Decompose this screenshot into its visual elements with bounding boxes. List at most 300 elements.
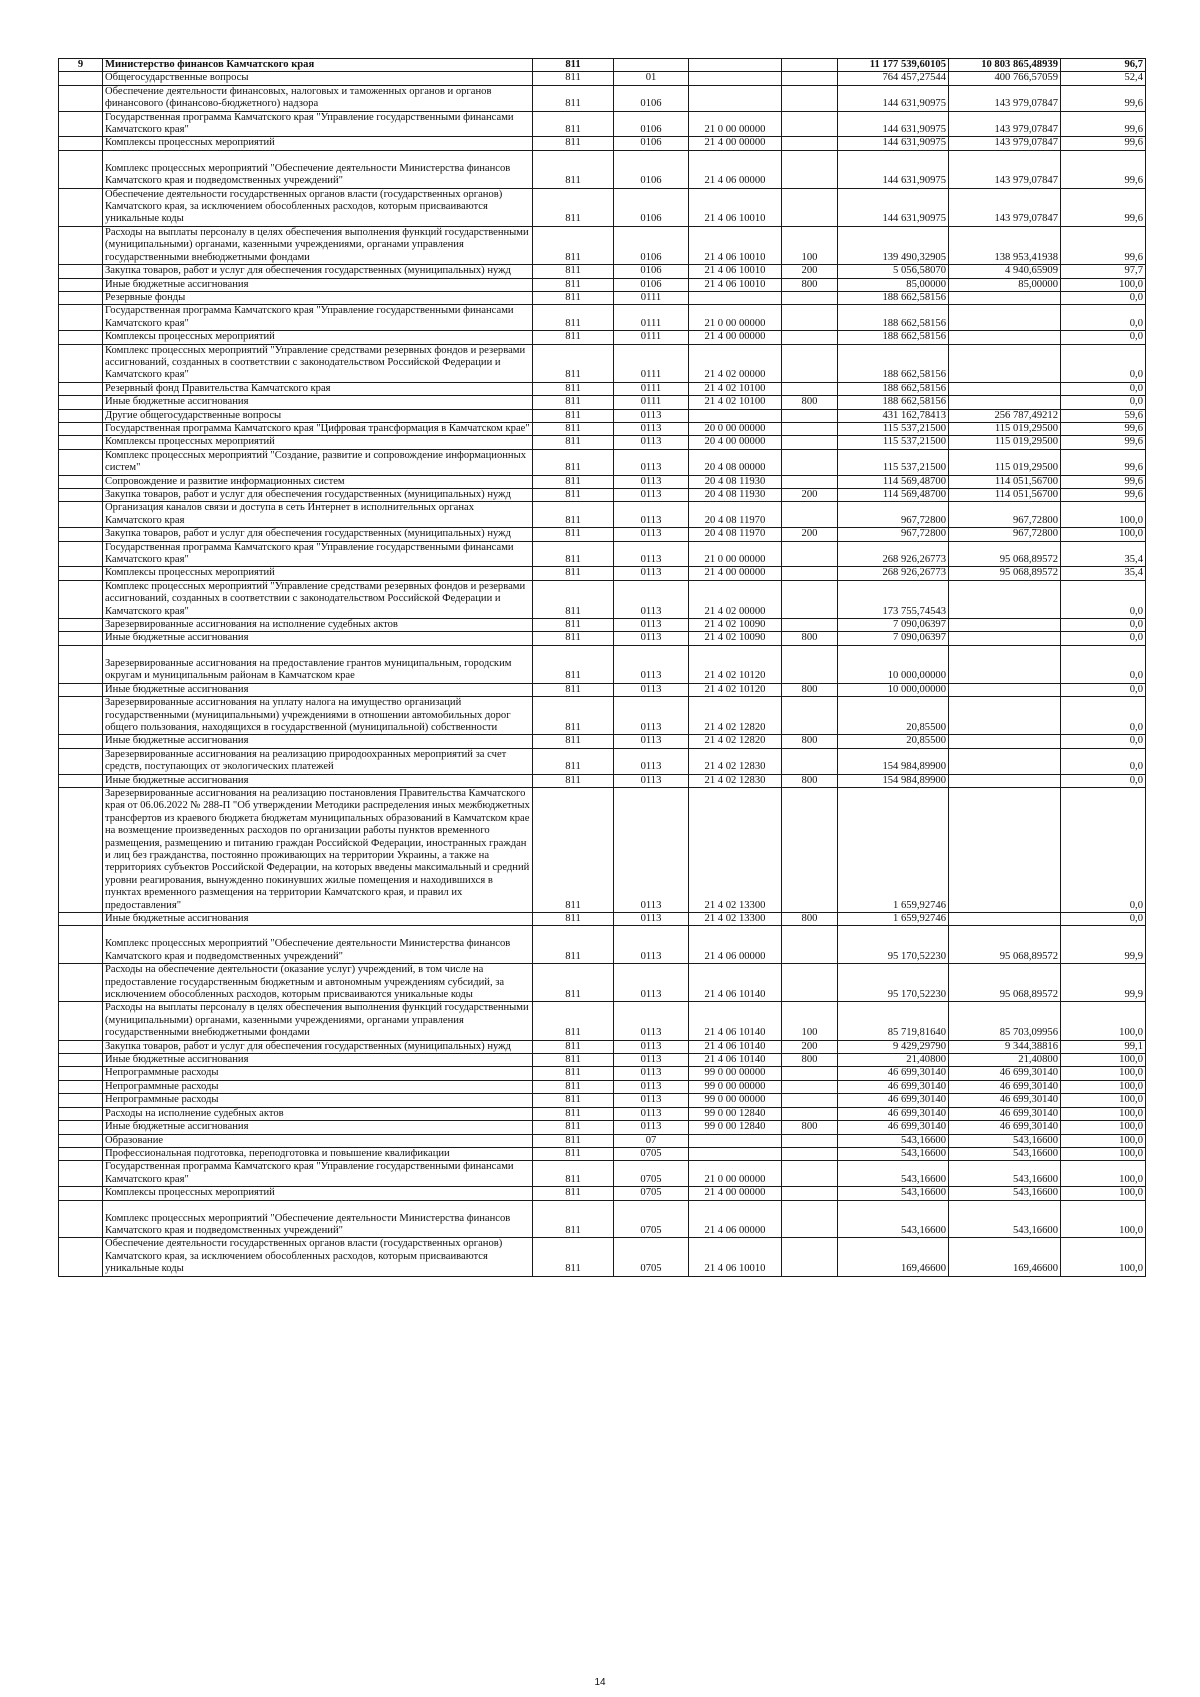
section-code-cell: 0113 xyxy=(614,683,689,696)
admin-code-cell: 811 xyxy=(533,1067,614,1080)
table-row xyxy=(59,305,1146,331)
execution-percent-cell: 0,0 xyxy=(1061,748,1146,774)
target-article-cell: 21 4 02 12820 xyxy=(689,697,782,735)
expense-type-cell xyxy=(782,449,838,475)
section-code-cell: 0113 xyxy=(614,475,689,488)
planned-amount-cell: 144 631,90975 xyxy=(838,150,949,188)
expense-type-cell xyxy=(782,291,838,304)
admin-code-cell: 811 xyxy=(533,291,614,304)
table-row xyxy=(59,85,1146,111)
execution-percent-cell: 0,0 xyxy=(1061,683,1146,696)
row-number-cell xyxy=(59,265,103,278)
executed-amount-cell: 400 766,57059 xyxy=(949,72,1061,85)
execution-percent-cell: 99,1 xyxy=(1061,1040,1146,1053)
target-article-cell: 99 0 00 12840 xyxy=(689,1121,782,1134)
execution-percent-cell: 0,0 xyxy=(1061,787,1146,912)
execution-percent-cell: 52,4 xyxy=(1061,72,1146,85)
table-row xyxy=(59,1067,1146,1080)
execution-percent-cell: 0,0 xyxy=(1061,291,1146,304)
admin-code-cell: 811 xyxy=(533,344,614,382)
executed-amount-cell xyxy=(949,735,1061,748)
item-name-cell: Сопровождение и развитие информационных систем xyxy=(103,475,533,488)
planned-amount-cell: 115 537,21500 xyxy=(838,449,949,475)
section-code-cell: 0106 xyxy=(614,226,689,264)
section-code-cell: 0113 xyxy=(614,1080,689,1093)
admin-code-cell: 811 xyxy=(533,382,614,395)
execution-percent-cell: 100,0 xyxy=(1061,1080,1146,1093)
section-code-cell: 0106 xyxy=(614,150,689,188)
item-name-cell: Резервный фонд Правительства Камчатского края xyxy=(103,382,533,395)
table-row xyxy=(59,683,1146,696)
admin-code-cell: 811 xyxy=(533,1094,614,1107)
planned-amount-cell: 268 926,26773 xyxy=(838,567,949,580)
table-row xyxy=(59,475,1146,488)
expense-type-cell xyxy=(782,331,838,344)
expense-type-cell xyxy=(782,150,838,188)
section-code-cell: 0113 xyxy=(614,619,689,632)
target-article-cell: 21 4 02 00000 xyxy=(689,344,782,382)
expense-type-cell: 800 xyxy=(782,774,838,787)
item-name-cell: Иные бюджетные ассигнования xyxy=(103,632,533,645)
section-code-cell: 0113 xyxy=(614,489,689,502)
target-article-cell: 21 4 02 12820 xyxy=(689,735,782,748)
target-article-cell: 21 4 02 10090 xyxy=(689,632,782,645)
section-code-cell: 0113 xyxy=(614,1094,689,1107)
table-row xyxy=(59,502,1146,528)
section-code-cell: 0106 xyxy=(614,188,689,226)
admin-code-cell: 811 xyxy=(533,1187,614,1200)
planned-amount-cell: 114 569,48700 xyxy=(838,489,949,502)
item-name-cell: Государственная программа Камчатского края "Цифровая трансформация в Камчатском крае" xyxy=(103,422,533,435)
row-number-cell xyxy=(59,697,103,735)
expense-type-cell xyxy=(782,59,838,72)
admin-code-cell: 811 xyxy=(533,645,614,683)
expense-type-cell: 100 xyxy=(782,1002,838,1040)
admin-code-cell: 811 xyxy=(533,475,614,488)
item-name-cell: Непрограммные расходы xyxy=(103,1067,533,1080)
item-name-cell: Комплекс процессных мероприятий "Обеспечение деятельности Министерства финансов Камчатского края и подведомственных учреждений" xyxy=(103,926,533,964)
executed-amount-cell xyxy=(949,774,1061,787)
target-article-cell: 21 4 00 00000 xyxy=(689,137,782,150)
target-article-cell: 21 4 06 10010 xyxy=(689,278,782,291)
section-code-cell: 07 xyxy=(614,1134,689,1147)
expense-type-cell: 200 xyxy=(782,265,838,278)
table-row xyxy=(59,926,1146,964)
section-code-cell: 0113 xyxy=(614,774,689,787)
table-row xyxy=(59,1147,1146,1160)
item-name-cell: Закупка товаров, работ и услуг для обеспечения государственных (муниципальных) нужд xyxy=(103,528,533,541)
table-row xyxy=(59,1040,1146,1053)
item-name-cell: Закупка товаров, работ и услуг для обеспечения государственных (муниципальных) нужд xyxy=(103,1040,533,1053)
expense-type-cell: 100 xyxy=(782,226,838,264)
section-code-cell: 0111 xyxy=(614,344,689,382)
planned-amount-cell: 188 662,58156 xyxy=(838,382,949,395)
executed-amount-cell: 138 953,41938 xyxy=(949,226,1061,264)
execution-percent-cell: 100,0 xyxy=(1061,1121,1146,1134)
planned-amount-cell: 144 631,90975 xyxy=(838,85,949,111)
target-article-cell: 21 4 06 10140 xyxy=(689,1054,782,1067)
table-row xyxy=(59,913,1146,926)
target-article-cell: 21 4 00 00000 xyxy=(689,331,782,344)
item-name-cell: Зарезервированные ассигнования на уплату налога на имущество организаций государственными (муниципальными) учреждениями в отношении автомобильных дорог общего пользования, находящихся в государственной (муниципальной) собственности xyxy=(103,697,533,735)
target-article-cell: 20 4 08 11970 xyxy=(689,502,782,528)
executed-amount-cell xyxy=(949,291,1061,304)
planned-amount-cell: 7 090,06397 xyxy=(838,632,949,645)
item-name-cell: Зарезервированные ассигнования на реализацию постановления Правительства Камчатского края от 06.06.2022 № 288-П "Об утверждении Методики распределения иных межбюджетных трансфертов из краевого бюджета бюджетам муниципальных образований в Камчатском крае на возмещение произведенных расходов по организации работы пунктов временного размещения, размещению и питанию граждан Российской Федерации, иностранных граждан и лиц без гражданства, постоянно проживающих на территории Украины, а также на территориях субъектов Российской Федерации, на которых введены максимальный и средний уровни реагирования, вынужденно покинувших жилые помещения и находившихся в пунктах временного размещения на территории Камчатского края, и правил их предоставления" xyxy=(103,787,533,912)
planned-amount-cell: 543,16600 xyxy=(838,1187,949,1200)
expense-type-cell xyxy=(782,72,838,85)
item-name-cell: Комплексы процессных мероприятий xyxy=(103,137,533,150)
admin-code-cell: 811 xyxy=(533,683,614,696)
execution-percent-cell: 99,6 xyxy=(1061,475,1146,488)
executed-amount-cell: 9 344,38816 xyxy=(949,1040,1061,1053)
execution-percent-cell: 99,6 xyxy=(1061,137,1146,150)
execution-percent-cell: 0,0 xyxy=(1061,645,1146,683)
execution-percent-cell: 99,6 xyxy=(1061,422,1146,435)
item-name-cell: Иные бюджетные ассигнования xyxy=(103,278,533,291)
admin-code-cell: 811 xyxy=(533,1054,614,1067)
row-number-cell xyxy=(59,1080,103,1093)
target-article-cell: 20 4 08 11930 xyxy=(689,489,782,502)
table-row xyxy=(59,541,1146,567)
planned-amount-cell: 20,85500 xyxy=(838,735,949,748)
execution-percent-cell: 99,6 xyxy=(1061,150,1146,188)
planned-amount-cell: 967,72800 xyxy=(838,502,949,528)
table-row xyxy=(59,1134,1146,1147)
section-code-cell: 0113 xyxy=(614,645,689,683)
admin-code-cell: 811 xyxy=(533,305,614,331)
target-article-cell: 21 4 06 10140 xyxy=(689,964,782,1002)
section-code-cell: 0113 xyxy=(614,436,689,449)
item-name-cell: Государственная программа Камчатского края "Управление государственными финансами Камчатского края" xyxy=(103,541,533,567)
executed-amount-cell: 967,72800 xyxy=(949,528,1061,541)
executed-amount-cell: 21,40800 xyxy=(949,1054,1061,1067)
execution-percent-cell: 99,9 xyxy=(1061,926,1146,964)
execution-percent-cell: 99,6 xyxy=(1061,449,1146,475)
planned-amount-cell: 95 170,52230 xyxy=(838,926,949,964)
execution-percent-cell: 0,0 xyxy=(1061,382,1146,395)
section-code-cell: 0113 xyxy=(614,748,689,774)
target-article-cell: 21 0 00 00000 xyxy=(689,305,782,331)
table-row xyxy=(59,774,1146,787)
planned-amount-cell: 46 699,30140 xyxy=(838,1067,949,1080)
executed-amount-cell: 85 703,09956 xyxy=(949,1002,1061,1040)
expense-type-cell xyxy=(782,567,838,580)
target-article-cell: 21 4 06 10010 xyxy=(689,188,782,226)
target-article-cell: 21 4 02 00000 xyxy=(689,580,782,618)
expense-type-cell: 800 xyxy=(782,632,838,645)
execution-percent-cell: 99,6 xyxy=(1061,489,1146,502)
executed-amount-cell: 143 979,07847 xyxy=(949,85,1061,111)
expense-type-cell: 800 xyxy=(782,1054,838,1067)
row-number-cell xyxy=(59,1040,103,1053)
execution-percent-cell: 0,0 xyxy=(1061,632,1146,645)
admin-code-cell: 811 xyxy=(533,150,614,188)
expense-type-cell xyxy=(782,1067,838,1080)
target-article-cell: 21 4 00 00000 xyxy=(689,567,782,580)
table-row xyxy=(59,396,1146,409)
item-name-cell: Обеспечение деятельности финансовых, налоговых и таможенных органов и органов финансового (финансово-бюджетного) надзора xyxy=(103,85,533,111)
row-number-cell xyxy=(59,137,103,150)
planned-amount-cell: 188 662,58156 xyxy=(838,396,949,409)
execution-percent-cell: 99,6 xyxy=(1061,436,1146,449)
planned-amount-cell: 1 659,92746 xyxy=(838,787,949,912)
execution-percent-cell: 0,0 xyxy=(1061,913,1146,926)
target-article-cell xyxy=(689,59,782,72)
section-code-cell: 0113 xyxy=(614,422,689,435)
admin-code-cell: 811 xyxy=(533,1121,614,1134)
execution-percent-cell: 100,0 xyxy=(1061,1134,1146,1147)
row-number-cell: 9 xyxy=(59,59,103,72)
section-code-cell: 0113 xyxy=(614,913,689,926)
executed-amount-cell: 114 051,56700 xyxy=(949,489,1061,502)
admin-code-cell: 811 xyxy=(533,409,614,422)
table-row xyxy=(59,697,1146,735)
execution-percent-cell: 100,0 xyxy=(1061,1161,1146,1187)
table-row xyxy=(59,489,1146,502)
row-number-cell xyxy=(59,528,103,541)
item-name-cell: Комплекс процессных мероприятий "Обеспечение деятельности Министерства финансов Камчатского края и подведомственных учреждений" xyxy=(103,1200,533,1238)
admin-code-cell: 811 xyxy=(533,1107,614,1120)
table-row xyxy=(59,382,1146,395)
admin-code-cell: 811 xyxy=(533,1238,614,1276)
executed-amount-cell: 10 803 865,48939 xyxy=(949,59,1061,72)
table-row xyxy=(59,1200,1146,1238)
executed-amount-cell xyxy=(949,396,1061,409)
admin-code-cell: 811 xyxy=(533,580,614,618)
admin-code-cell: 811 xyxy=(533,278,614,291)
table-row xyxy=(59,226,1146,264)
expense-type-cell xyxy=(782,645,838,683)
section-code-cell: 0113 xyxy=(614,787,689,912)
table-row xyxy=(59,1107,1146,1120)
execution-percent-cell: 100,0 xyxy=(1061,1054,1146,1067)
target-article-cell: 21 4 06 10010 xyxy=(689,265,782,278)
section-code-cell: 0113 xyxy=(614,632,689,645)
expense-type-cell: 800 xyxy=(782,278,838,291)
admin-code-cell: 811 xyxy=(533,541,614,567)
item-name-cell: Резервные фонды xyxy=(103,291,533,304)
admin-code-cell: 811 xyxy=(533,619,614,632)
row-number-cell xyxy=(59,226,103,264)
section-code-cell: 0106 xyxy=(614,111,689,137)
expense-type-cell: 800 xyxy=(782,735,838,748)
row-number-cell xyxy=(59,1054,103,1067)
table-row xyxy=(59,278,1146,291)
row-number-cell xyxy=(59,188,103,226)
item-name-cell: Профессиональная подготовка, переподготовка и повышение квалификации xyxy=(103,1147,533,1160)
target-article-cell: 21 0 00 00000 xyxy=(689,1161,782,1187)
table-row xyxy=(59,1121,1146,1134)
item-name-cell: Комплекс процессных мероприятий "Создание, развитие и сопровождение информационных систем" xyxy=(103,449,533,475)
item-name-cell: Зарезервированные ассигнования на реализацию природоохранных мероприятий за счет средств, поступающих от экологических платежей xyxy=(103,748,533,774)
page-number: 14 xyxy=(594,1677,606,1688)
planned-amount-cell: 10 000,00000 xyxy=(838,683,949,696)
target-article-cell: 21 4 06 00000 xyxy=(689,150,782,188)
planned-amount-cell: 144 631,90975 xyxy=(838,188,949,226)
expense-type-cell xyxy=(782,1200,838,1238)
execution-percent-cell: 0,0 xyxy=(1061,344,1146,382)
executed-amount-cell xyxy=(949,787,1061,912)
executed-amount-cell: 114 051,56700 xyxy=(949,475,1061,488)
expense-type-cell xyxy=(782,580,838,618)
item-name-cell: Закупка товаров, работ и услуг для обеспечения государственных (муниципальных) нужд xyxy=(103,265,533,278)
planned-amount-cell: 431 162,78413 xyxy=(838,409,949,422)
table-row xyxy=(59,409,1146,422)
planned-amount-cell: 1 659,92746 xyxy=(838,913,949,926)
row-number-cell xyxy=(59,1067,103,1080)
target-article-cell: 21 4 02 10100 xyxy=(689,382,782,395)
expense-type-cell: 800 xyxy=(782,396,838,409)
target-article-cell: 20 4 08 11970 xyxy=(689,528,782,541)
admin-code-cell: 811 xyxy=(533,1040,614,1053)
execution-percent-cell: 96,7 xyxy=(1061,59,1146,72)
row-number-cell xyxy=(59,619,103,632)
planned-amount-cell: 543,16600 xyxy=(838,1134,949,1147)
executed-amount-cell: 46 699,30140 xyxy=(949,1067,1061,1080)
row-number-cell xyxy=(59,1094,103,1107)
execution-percent-cell: 100,0 xyxy=(1061,528,1146,541)
planned-amount-cell: 139 490,32905 xyxy=(838,226,949,264)
planned-amount-cell: 543,16600 xyxy=(838,1200,949,1238)
admin-code-cell: 811 xyxy=(533,111,614,137)
executed-amount-cell: 85,00000 xyxy=(949,278,1061,291)
executed-amount-cell: 256 787,49212 xyxy=(949,409,1061,422)
target-article-cell: 21 4 02 10100 xyxy=(689,396,782,409)
table-row xyxy=(59,1054,1146,1067)
row-number-cell xyxy=(59,735,103,748)
planned-amount-cell: 169,46600 xyxy=(838,1238,949,1276)
target-article-cell: 21 4 02 12830 xyxy=(689,774,782,787)
expense-type-cell xyxy=(782,188,838,226)
execution-percent-cell: 59,6 xyxy=(1061,409,1146,422)
section-code-cell: 0111 xyxy=(614,291,689,304)
execution-percent-cell: 100,0 xyxy=(1061,1200,1146,1238)
row-number-cell xyxy=(59,382,103,395)
row-number-cell xyxy=(59,409,103,422)
admin-code-cell: 811 xyxy=(533,502,614,528)
expense-type-cell: 200 xyxy=(782,489,838,502)
row-number-cell xyxy=(59,436,103,449)
target-article-cell: 21 0 00 00000 xyxy=(689,111,782,137)
admin-code-cell: 811 xyxy=(533,567,614,580)
executed-amount-cell: 143 979,07847 xyxy=(949,188,1061,226)
table-row xyxy=(59,331,1146,344)
execution-percent-cell: 99,6 xyxy=(1061,188,1146,226)
section-code-cell: 0111 xyxy=(614,382,689,395)
executed-amount-cell: 46 699,30140 xyxy=(949,1094,1061,1107)
target-article-cell: 21 4 02 13300 xyxy=(689,787,782,912)
section-code-cell: 0113 xyxy=(614,567,689,580)
planned-amount-cell: 154 984,89900 xyxy=(838,774,949,787)
admin-code-cell: 811 xyxy=(533,1080,614,1093)
row-number-cell xyxy=(59,1161,103,1187)
executed-amount-cell: 143 979,07847 xyxy=(949,150,1061,188)
section-code-cell: 0705 xyxy=(614,1187,689,1200)
row-number-cell xyxy=(59,85,103,111)
execution-percent-cell: 35,4 xyxy=(1061,541,1146,567)
row-number-cell xyxy=(59,1134,103,1147)
table-row xyxy=(59,72,1146,85)
admin-code-cell: 811 xyxy=(533,137,614,150)
section-code-cell xyxy=(614,59,689,72)
admin-code-cell: 811 xyxy=(533,774,614,787)
row-number-cell xyxy=(59,645,103,683)
table-row xyxy=(59,1002,1146,1040)
row-number-cell xyxy=(59,632,103,645)
table-row xyxy=(59,59,1146,72)
section-code-cell: 0113 xyxy=(614,1002,689,1040)
executed-amount-cell xyxy=(949,913,1061,926)
expense-type-cell: 200 xyxy=(782,1040,838,1053)
execution-percent-cell: 100,0 xyxy=(1061,1094,1146,1107)
expense-type-cell xyxy=(782,1134,838,1147)
section-code-cell: 0113 xyxy=(614,1054,689,1067)
admin-code-cell: 811 xyxy=(533,436,614,449)
execution-percent-cell: 100,0 xyxy=(1061,1238,1146,1276)
planned-amount-cell: 95 170,52230 xyxy=(838,964,949,1002)
table-row xyxy=(59,964,1146,1002)
expense-type-cell xyxy=(782,344,838,382)
expense-type-cell xyxy=(782,1238,838,1276)
budget-execution-table xyxy=(58,58,1146,1277)
executed-amount-cell: 543,16600 xyxy=(949,1134,1061,1147)
target-article-cell xyxy=(689,1147,782,1160)
table-row xyxy=(59,632,1146,645)
expense-type-cell: 800 xyxy=(782,683,838,696)
section-code-cell: 0705 xyxy=(614,1238,689,1276)
target-article-cell: 20 0 00 00000 xyxy=(689,422,782,435)
expense-type-cell xyxy=(782,85,838,111)
admin-code-cell: 811 xyxy=(533,926,614,964)
table-row xyxy=(59,528,1146,541)
item-name-cell: Расходы на выплаты персоналу в целях обеспечения выполнения функций государственными (муниципальными) органами, казенными учреждениями, органами управления государственными внебюджетными фондами xyxy=(103,226,533,264)
row-number-cell xyxy=(59,1187,103,1200)
section-code-cell: 0106 xyxy=(614,265,689,278)
admin-code-cell: 811 xyxy=(533,396,614,409)
target-article-cell: 21 4 06 00000 xyxy=(689,1200,782,1238)
table-row xyxy=(59,1187,1146,1200)
target-article-cell xyxy=(689,72,782,85)
planned-amount-cell: 46 699,30140 xyxy=(838,1094,949,1107)
item-name-cell: Расходы на обеспечение деятельности (оказание услуг) учреждений, в том числе на предоставление государственным бюджетным и автономным учреждениям субсидий, за исключением обособленных расходов, которым присваиваются уникальные коды xyxy=(103,964,533,1002)
admin-code-cell: 811 xyxy=(533,226,614,264)
executed-amount-cell: 46 699,30140 xyxy=(949,1080,1061,1093)
executed-amount-cell xyxy=(949,382,1061,395)
row-number-cell xyxy=(59,1107,103,1120)
table-row xyxy=(59,188,1146,226)
row-number-cell xyxy=(59,502,103,528)
planned-amount-cell: 144 631,90975 xyxy=(838,111,949,137)
item-name-cell: Обеспечение деятельности государственных органов власти (государственных органов) Камчатского края, за исключением обособленных расходов, которым присваиваются уникальные коды xyxy=(103,1238,533,1276)
admin-code-cell: 811 xyxy=(533,59,614,72)
expense-type-cell xyxy=(782,541,838,567)
item-name-cell: Комплекс процессных мероприятий "Обеспечение деятельности Министерства финансов Камчатского края и подведомственных учреждений" xyxy=(103,150,533,188)
admin-code-cell: 811 xyxy=(533,72,614,85)
expense-type-cell xyxy=(782,1161,838,1187)
planned-amount-cell: 21,40800 xyxy=(838,1054,949,1067)
target-article-cell: 21 4 06 10010 xyxy=(689,226,782,264)
executed-amount-cell: 543,16600 xyxy=(949,1147,1061,1160)
target-article-cell: 21 4 02 13300 xyxy=(689,913,782,926)
table-row xyxy=(59,291,1146,304)
planned-amount-cell: 5 056,58070 xyxy=(838,265,949,278)
row-number-cell xyxy=(59,475,103,488)
section-code-cell: 0106 xyxy=(614,137,689,150)
item-name-cell: Комплексы процессных мероприятий xyxy=(103,567,533,580)
section-code-cell: 0113 xyxy=(614,964,689,1002)
section-code-cell: 0106 xyxy=(614,85,689,111)
